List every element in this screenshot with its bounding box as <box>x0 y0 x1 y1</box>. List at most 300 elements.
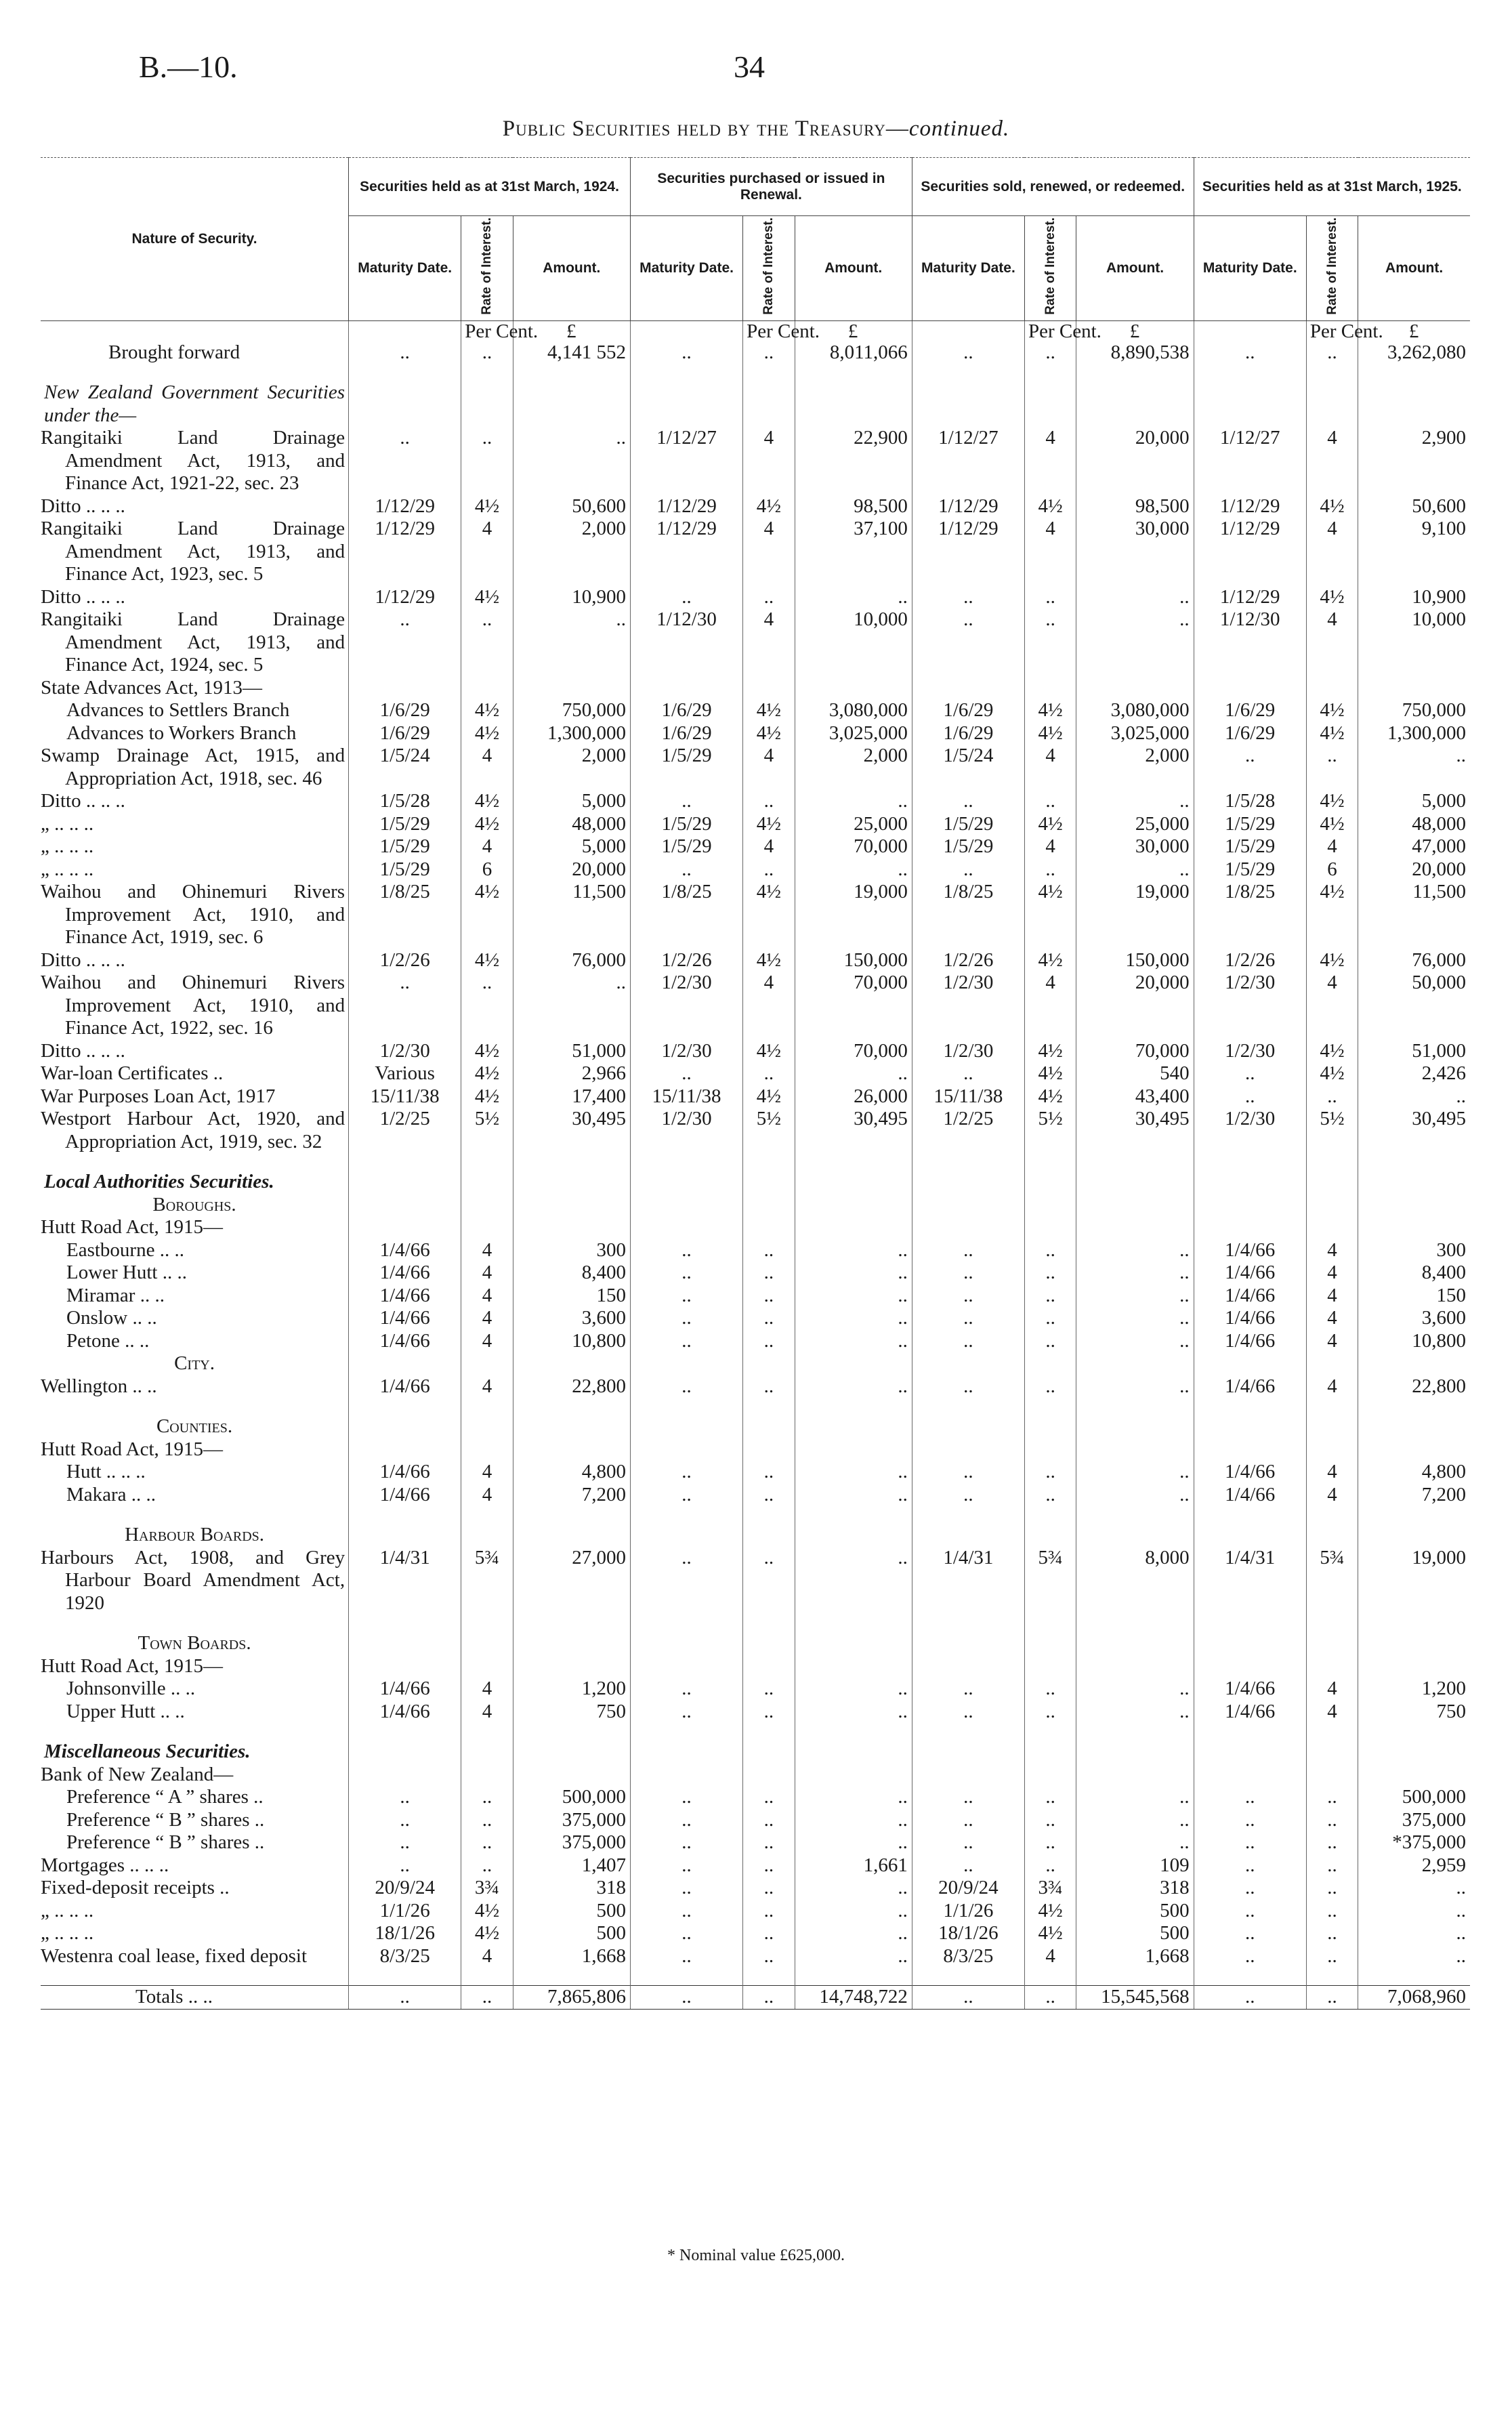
amount-cell: 750,000 <box>513 699 630 722</box>
amount-cell: 1,661 <box>795 1854 912 1877</box>
maturity-date-cell: 1/6/29 <box>1194 722 1306 745</box>
maturity-date-cell <box>630 1415 742 1438</box>
maturity-date-cell: 1/12/29 <box>912 495 1024 518</box>
spacer-cell <box>1024 364 1076 381</box>
rate-of-interest-cell <box>1306 1524 1358 1547</box>
security-name: Makara .. .. <box>66 1483 156 1505</box>
amount-cell <box>795 1632 912 1655</box>
section-heading: Boroughs. <box>152 1193 236 1215</box>
maturity-date-cell: 1/5/29 <box>1194 858 1306 881</box>
maturity-date-cell: 1/5/29 <box>1194 835 1306 858</box>
units-cell <box>912 320 1024 341</box>
table-row <box>41 1239 1470 1262</box>
rate-of-interest-cell: .. <box>1024 1262 1076 1285</box>
amount-cell: 98,500 <box>1076 495 1194 518</box>
amount-cell: 50,000 <box>1358 972 1470 1040</box>
spacer-cell <box>1076 1506 1194 1524</box>
rate-of-interest-cell: 6 <box>461 858 513 881</box>
security-name: Miramar .. .. <box>66 1284 165 1306</box>
rate-of-interest-cell <box>1024 1438 1076 1461</box>
table-row <box>41 1786 1470 1809</box>
maturity-date-cell: 1/5/29 <box>349 813 461 836</box>
maturity-date-cell: 18/1/26 <box>349 1922 461 1945</box>
table-row <box>41 1764 1470 1787</box>
maturity-date-cell: 1/2/26 <box>630 949 742 972</box>
maturity-date-cell: 1/12/27 <box>630 427 742 495</box>
rate-of-interest-cell: 5½ <box>1024 1108 1076 1153</box>
rate-of-interest-cell: .. <box>1024 1375 1076 1398</box>
amount-cell <box>513 1194 630 1217</box>
amount-cell <box>1358 381 1470 427</box>
rate-of-interest-cell: 4½ <box>461 813 513 836</box>
amount-cell: 10,800 <box>513 1330 630 1353</box>
maturity-date-cell <box>349 1764 461 1787</box>
table-row <box>41 1678 1470 1701</box>
table-row <box>41 1854 1470 1877</box>
maturity-date-cell <box>630 1216 742 1239</box>
amount-cell <box>1358 1216 1470 1239</box>
spacer-cell <box>1306 1615 1358 1632</box>
subheader-rate-of-interest: Rate of Interest. <box>1306 216 1358 321</box>
amount-cell <box>1358 1194 1470 1217</box>
maturity-date-cell: .. <box>1194 1085 1306 1108</box>
maturity-date-cell: .. <box>630 1239 742 1262</box>
subheader-amount: Amount. <box>513 216 630 321</box>
amount-cell: 500,000 <box>1358 1786 1470 1809</box>
spacer-cell <box>912 1506 1024 1524</box>
rate-of-interest-cell: .. <box>1306 1085 1358 1108</box>
rate-of-interest-cell: 4½ <box>1024 813 1076 836</box>
spacer-cell <box>1076 1153 1194 1171</box>
rate-of-interest-cell: 4 <box>461 1678 513 1701</box>
header-held-1925: Securities held as at 31st March, 1925. <box>1194 158 1470 216</box>
amount-cell: 500 <box>513 1900 630 1923</box>
rate-of-interest-cell: 4½ <box>743 722 795 745</box>
rate-of-interest-cell: 4½ <box>743 495 795 518</box>
maturity-date-cell: 20/9/24 <box>349 1877 461 1900</box>
table-row <box>41 1262 1470 1285</box>
rate-of-interest-cell <box>1024 1216 1076 1239</box>
amount-cell: 540 <box>1076 1062 1194 1085</box>
maturity-date-cell: 1/6/29 <box>1194 699 1306 722</box>
subheader-maturity-date: Maturity Date. <box>912 216 1024 321</box>
amount-cell: .. <box>795 1809 912 1832</box>
amount-cell: 30,495 <box>1076 1108 1194 1153</box>
rate-of-interest-cell <box>1024 1194 1076 1217</box>
security-name: Advances to Settlers Branch <box>66 699 290 722</box>
amount-cell: 70,000 <box>795 1040 912 1063</box>
rate-of-interest-cell <box>461 1438 513 1461</box>
table-row <box>41 881 1470 949</box>
spacer-cell <box>1306 364 1358 381</box>
amount-cell <box>1358 1438 1470 1461</box>
spacer-cell <box>1076 1968 1194 1986</box>
rate-of-interest-cell: .. <box>743 790 795 813</box>
security-name: War-loan Certificates .. <box>41 1062 224 1085</box>
maturity-date-cell: 1/5/24 <box>349 745 461 790</box>
security-name: Ditto .. .. .. <box>41 585 125 608</box>
amount-cell: 19,000 <box>1076 881 1194 949</box>
spacer-row <box>41 1723 1470 1741</box>
rate-of-interest-cell: .. <box>743 1854 795 1877</box>
amount-cell: .. <box>795 858 912 881</box>
maturity-date-cell <box>912 677 1024 700</box>
table-row <box>41 1062 1470 1085</box>
security-name: Ditto .. .. .. <box>41 1039 125 1062</box>
subheader-amount: Amount. <box>795 216 912 321</box>
security-name: Preference “ A ” shares .. <box>66 1786 264 1808</box>
maturity-date-cell: .. <box>912 1262 1024 1285</box>
subheader-maturity-date: Maturity Date. <box>630 216 742 321</box>
maturity-date-cell <box>630 1632 742 1655</box>
maturity-date-cell <box>349 1741 461 1764</box>
maturity-date-cell: .. <box>349 341 461 365</box>
spacer-cell <box>743 1153 795 1171</box>
rate-of-interest-cell <box>743 1352 795 1375</box>
maturity-date-cell: 1/2/26 <box>912 949 1024 972</box>
rate-of-interest-cell <box>1024 1741 1076 1764</box>
security-name: Johnsonville .. .. <box>66 1678 196 1700</box>
maturity-date-cell: 1/4/66 <box>349 1484 461 1507</box>
amount-cell <box>1076 1438 1194 1461</box>
spacer-cell <box>1024 1723 1076 1741</box>
spacer-cell <box>1076 364 1194 381</box>
rate-of-interest-cell <box>1024 381 1076 427</box>
amount-cell: .. <box>1076 1461 1194 1484</box>
amount-cell: .. <box>1076 858 1194 881</box>
amount-cell: 19,000 <box>795 881 912 949</box>
rate-of-interest-cell: 4 <box>461 1701 513 1724</box>
maturity-date-cell: .. <box>1194 1809 1306 1832</box>
units-cell <box>349 320 461 341</box>
units-cell <box>1194 320 1306 341</box>
spacer-cell <box>743 1398 795 1415</box>
amount-cell: .. <box>1076 608 1194 677</box>
maturity-date-cell: 1/12/29 <box>912 518 1024 586</box>
spacer-cell <box>1306 1968 1358 1986</box>
rate-of-interest-cell: 6 <box>1306 858 1358 881</box>
spacer-cell <box>41 1153 349 1171</box>
rate-of-interest-cell: .. <box>1306 745 1358 790</box>
amount-cell <box>1076 1524 1194 1547</box>
maturity-date-cell: 1/5/29 <box>1194 813 1306 836</box>
table-row <box>41 1922 1470 1945</box>
amount-cell: 1,200 <box>513 1678 630 1701</box>
maturity-date-cell: .. <box>349 608 461 677</box>
maturity-date-cell: 1/5/24 <box>912 745 1024 790</box>
rate-of-interest-cell <box>743 1764 795 1787</box>
amount-cell: 76,000 <box>1358 949 1470 972</box>
table-row <box>41 1194 1470 1217</box>
maturity-date-cell: .. <box>349 427 461 495</box>
amount-cell: 2,966 <box>513 1062 630 1085</box>
maturity-date-cell <box>912 1352 1024 1375</box>
rate-of-interest-cell: .. <box>743 1945 795 1968</box>
maturity-date-cell <box>349 1171 461 1194</box>
rate-of-interest-cell: .. <box>461 1831 513 1854</box>
amount-cell <box>1358 1655 1470 1678</box>
maturity-date-cell: .. <box>630 1945 742 1968</box>
security-name: Fixed-deposit receipts .. <box>41 1877 230 1899</box>
spacer-cell <box>1306 1723 1358 1741</box>
spacer-cell <box>743 1723 795 1741</box>
spacer-cell <box>912 1153 1024 1171</box>
rate-of-interest-cell: .. <box>1306 1831 1358 1854</box>
amount-cell: 51,000 <box>513 1040 630 1063</box>
units-cell <box>630 320 742 341</box>
rate-of-interest-cell: .. <box>743 1239 795 1262</box>
maturity-date-cell: 1/12/29 <box>349 586 461 609</box>
maturity-date-cell: 1/12/30 <box>1194 608 1306 677</box>
spacer-row <box>41 1506 1470 1524</box>
rate-of-interest-cell <box>1024 1352 1076 1375</box>
amount-cell: *375,000 <box>1358 1831 1470 1854</box>
rate-of-interest-cell: .. <box>1306 1854 1358 1877</box>
maturity-date-cell: 15/11/38 <box>630 1085 742 1108</box>
amount-cell: 4,141 552 <box>513 341 630 365</box>
spacer-cell <box>513 1153 630 1171</box>
rate-of-interest-cell: 4 <box>1306 1701 1358 1724</box>
amount-cell: 10,900 <box>1358 586 1470 609</box>
spacer-cell <box>349 1968 461 1986</box>
maturity-date-cell: .. <box>1194 745 1306 790</box>
amount-cell: .. <box>795 1307 912 1330</box>
maturity-date-cell: 15/11/38 <box>349 1085 461 1108</box>
amount-cell <box>513 1415 630 1438</box>
rate-of-interest-cell: 4 <box>743 427 795 495</box>
rate-of-interest-cell: .. <box>743 1461 795 1484</box>
spacer-cell <box>461 1723 513 1741</box>
rate-of-interest-cell <box>461 1764 513 1787</box>
table-row <box>41 1040 1470 1063</box>
maturity-date-cell <box>349 1194 461 1217</box>
amount-cell: 37,100 <box>795 518 912 586</box>
section-heading: Local Authorities Securities. <box>44 1171 274 1193</box>
amount-cell: 8,400 <box>513 1262 630 1285</box>
amount-cell: 4,800 <box>513 1461 630 1484</box>
maturity-date-cell: 1/4/66 <box>1194 1330 1306 1353</box>
rate-of-interest-cell <box>1024 677 1076 700</box>
rate-of-interest-cell <box>1024 1764 1076 1787</box>
amount-cell <box>513 1438 630 1461</box>
rate-of-interest-cell: 4½ <box>743 1040 795 1063</box>
rate-of-interest-cell: 4 <box>461 1262 513 1285</box>
units-cell <box>41 320 349 341</box>
amount-cell: 5,000 <box>513 835 630 858</box>
spacer-cell <box>513 1968 630 1986</box>
table-row <box>41 1524 1470 1547</box>
maturity-date-cell: 1/4/66 <box>1194 1484 1306 1507</box>
spacer-cell <box>795 364 912 381</box>
amount-cell: 10,900 <box>513 586 630 609</box>
maturity-date-cell <box>349 1655 461 1678</box>
amount-cell: .. <box>795 1262 912 1285</box>
amount-cell <box>795 1741 912 1764</box>
table-body <box>41 320 1470 2009</box>
maturity-date-cell <box>1194 1415 1306 1438</box>
rate-of-interest-cell: .. <box>1024 1330 1076 1353</box>
rate-of-interest-cell: 4½ <box>1024 699 1076 722</box>
rate-of-interest-cell: 4 <box>461 745 513 790</box>
maturity-date-cell: 1/4/66 <box>1194 1461 1306 1484</box>
amount-cell <box>1076 1171 1194 1194</box>
maturity-date-cell: 1/4/66 <box>349 1375 461 1398</box>
security-name: „ .. .. .. <box>41 835 94 858</box>
maturity-date-cell <box>630 1438 742 1461</box>
rate-of-interest-cell: 4½ <box>743 699 795 722</box>
spacer-cell <box>1358 1615 1470 1632</box>
maturity-date-cell: .. <box>912 1239 1024 1262</box>
amount-cell: 11,500 <box>513 881 630 949</box>
spacer-row <box>41 1153 1470 1171</box>
amount-cell: 3,080,000 <box>795 699 912 722</box>
rate-of-interest-cell <box>1306 1194 1358 1217</box>
table-row <box>41 381 1470 427</box>
amount-cell: .. <box>795 1285 912 1308</box>
rate-of-interest-cell: 4½ <box>1306 881 1358 949</box>
table-row <box>41 427 1470 495</box>
maturity-date-cell: .. <box>1194 1945 1306 1968</box>
rate-of-interest-cell: .. <box>743 1809 795 1832</box>
rate-of-interest-cell: 4 <box>461 1461 513 1484</box>
amount-cell: .. <box>795 1062 912 1085</box>
table-row <box>41 1831 1470 1854</box>
maturity-date-cell: .. <box>630 1285 742 1308</box>
maturity-date-cell: 1/5/29 <box>349 858 461 881</box>
rate-of-interest-cell: 5½ <box>743 1108 795 1153</box>
maturity-date-cell: .. <box>630 1484 742 1507</box>
spacer-cell <box>1076 1615 1194 1632</box>
table-row <box>41 745 1470 790</box>
amount-cell: 750 <box>1358 1701 1470 1724</box>
amount-cell: .. <box>795 1484 912 1507</box>
amount-cell: 48,000 <box>1358 813 1470 836</box>
rate-of-interest-cell <box>1024 1171 1076 1194</box>
rate-of-interest-cell: 5½ <box>1306 1108 1358 1153</box>
rate-of-interest-cell: 4 <box>1306 835 1358 858</box>
table-row <box>41 835 1470 858</box>
spacer-cell <box>1358 1506 1470 1524</box>
rate-of-interest-cell: 4 <box>743 745 795 790</box>
rate-of-interest-cell <box>743 1415 795 1438</box>
amount-cell: 300 <box>1358 1239 1470 1262</box>
amount-cell: .. <box>795 790 912 813</box>
maturity-date-cell <box>912 1764 1024 1787</box>
amount-cell: 20,000 <box>1076 427 1194 495</box>
maturity-date-cell: 1/5/29 <box>630 813 742 836</box>
rate-of-interest-cell: 4½ <box>461 1085 513 1108</box>
amount-cell <box>1076 1194 1194 1217</box>
amount-cell: .. <box>795 1375 912 1398</box>
rate-of-interest-cell: 4 <box>461 1239 513 1262</box>
unit-per-cent: Per Cent. <box>1024 320 1076 341</box>
maturity-date-cell: 1/5/29 <box>912 813 1024 836</box>
spacer-cell <box>1194 1506 1306 1524</box>
maturity-date-cell <box>349 677 461 700</box>
rate-of-interest-cell: .. <box>743 1375 795 1398</box>
rate-of-interest-cell: 4 <box>461 1285 513 1308</box>
amount-cell <box>1358 677 1470 700</box>
security-name: Preference “ B ” shares .. <box>66 1831 265 1854</box>
amount-cell: 8,011,066 <box>795 341 912 365</box>
spacer-cell <box>41 1506 349 1524</box>
security-name: „ .. .. .. <box>41 1922 94 1945</box>
maturity-date-cell: .. <box>630 1986 742 2010</box>
amount-cell: 3,025,000 <box>1076 722 1194 745</box>
maturity-date-cell <box>349 1524 461 1547</box>
security-name: Waihou and Ohinemuri Rivers Improvement Act, 1910, and Finance Act, 1919, sec. 6 <box>41 881 345 949</box>
table-title-main: Public Securities held by the Treasury— <box>502 117 909 141</box>
maturity-date-cell <box>1194 1741 1306 1764</box>
maturity-date-cell <box>349 1216 461 1239</box>
rate-of-interest-cell <box>461 1171 513 1194</box>
amount-cell: 1,668 <box>513 1945 630 1968</box>
maturity-date-cell: 1/4/66 <box>1194 1285 1306 1308</box>
amount-cell: 17,400 <box>513 1085 630 1108</box>
maturity-date-cell: .. <box>912 1375 1024 1398</box>
maturity-date-cell: 1/4/31 <box>349 1547 461 1615</box>
spacer-cell <box>1194 1723 1306 1741</box>
maturity-date-cell: 1/12/29 <box>1194 586 1306 609</box>
maturity-date-cell: .. <box>630 858 742 881</box>
amount-cell: 5,000 <box>513 790 630 813</box>
table-row <box>41 1655 1470 1678</box>
unit-pound: £ <box>795 320 912 341</box>
maturity-date-cell <box>1194 1764 1306 1787</box>
rate-of-interest-cell: 4½ <box>1306 699 1358 722</box>
spacer-cell <box>630 1153 742 1171</box>
maturity-date-cell: 1/2/30 <box>630 1040 742 1063</box>
rate-of-interest-cell: 4 <box>461 1484 513 1507</box>
table-row <box>41 1809 1470 1832</box>
table-row <box>41 1461 1470 1484</box>
rate-of-interest-cell: .. <box>461 1986 513 2010</box>
table-row <box>41 949 1470 972</box>
security-name: Rangitaiki Land Drainage Amendment Act, 1913, and Finance Act, 1921-22, sec. 23 <box>41 427 345 495</box>
rate-of-interest-cell: 4½ <box>461 1900 513 1923</box>
amount-cell <box>513 1741 630 1764</box>
amount-cell: 2,959 <box>1358 1854 1470 1877</box>
maturity-date-cell: .. <box>630 1809 742 1832</box>
maturity-date-cell: .. <box>912 1809 1024 1832</box>
maturity-date-cell <box>630 677 742 700</box>
amount-cell: .. <box>1358 1085 1470 1108</box>
table-row <box>41 858 1470 881</box>
unit-pound: £ <box>1076 320 1194 341</box>
maturity-date-cell <box>912 1171 1024 1194</box>
rate-of-interest-cell: 4 <box>1306 1678 1358 1701</box>
spacer-cell <box>461 1968 513 1986</box>
security-name: Petone .. .. <box>66 1329 150 1352</box>
amount-cell: 7,200 <box>513 1484 630 1507</box>
amount-cell: 10,000 <box>795 608 912 677</box>
maturity-date-cell: 1/12/29 <box>630 495 742 518</box>
table-row <box>41 677 1470 700</box>
amount-cell: 500 <box>1076 1900 1194 1923</box>
rate-of-interest-cell: 4 <box>461 1945 513 1968</box>
rate-of-interest-cell <box>461 1632 513 1655</box>
maturity-date-cell: 1/5/28 <box>349 790 461 813</box>
table-title-continued: continued. <box>908 117 1010 141</box>
spacer-cell <box>1358 1723 1470 1741</box>
amount-cell <box>795 1171 912 1194</box>
spacer-cell <box>912 1723 1024 1741</box>
footnote: * Nominal value £625,000. <box>667 2247 845 2264</box>
rate-of-interest-cell: 4 <box>1306 1375 1358 1398</box>
rate-of-interest-cell: .. <box>743 1307 795 1330</box>
rate-of-interest-cell: 4 <box>1306 1285 1358 1308</box>
spacer-cell <box>1024 1968 1076 1986</box>
